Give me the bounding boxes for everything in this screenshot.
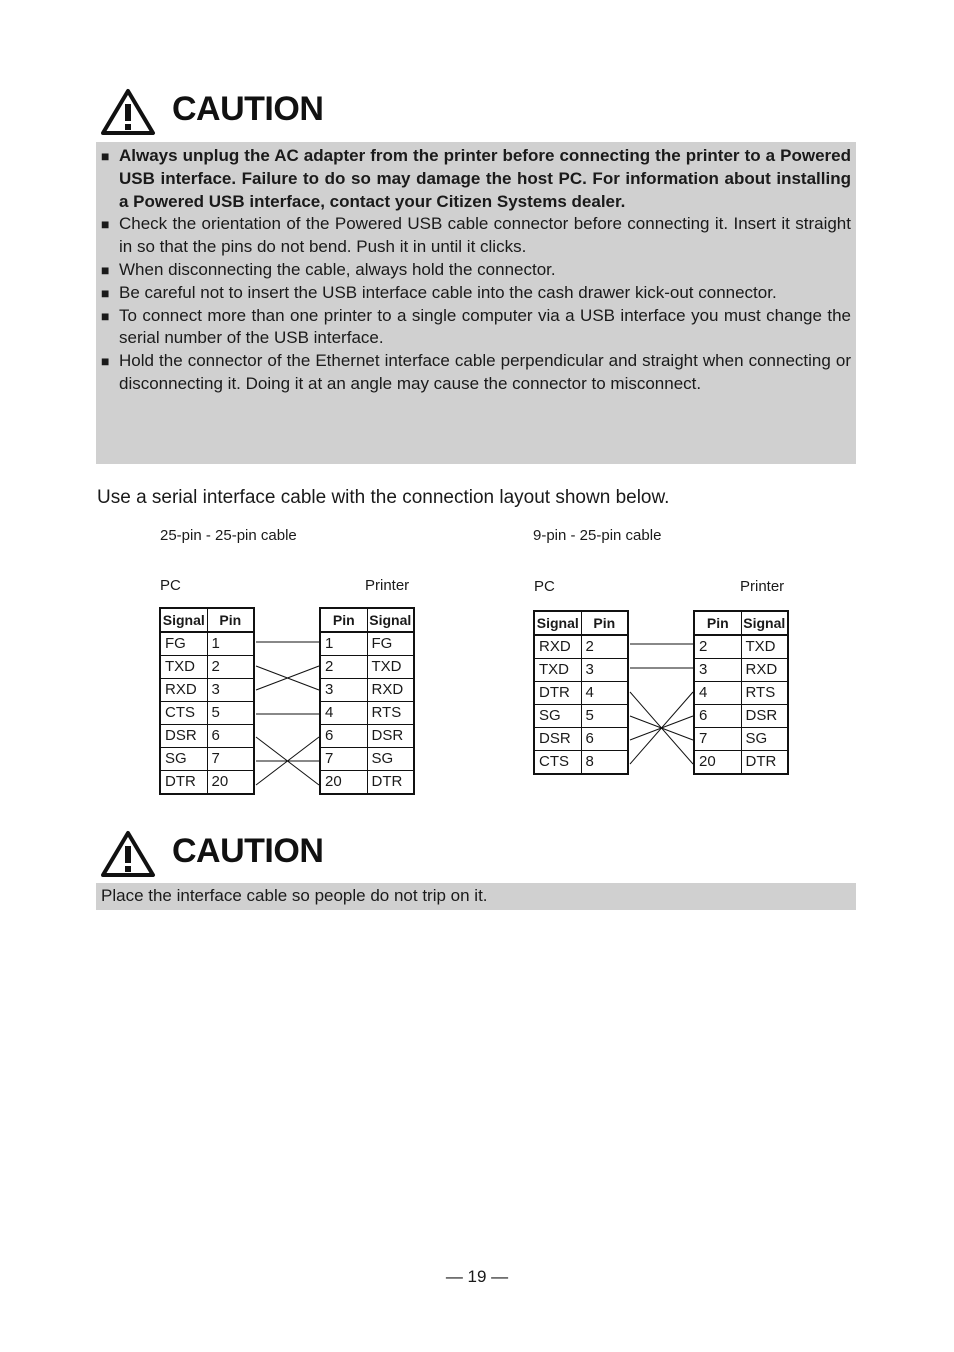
caution-bullet: ■ Be careful not to insert the USB interface cable into the cash drawer kick-out connector. [101,282,851,305]
table-row: FG 1 [160,632,254,656]
diagram9-caption: 9-pin - 25-pin cable [533,527,662,544]
caution-bullet: ■ When disconnecting the cable, always hold the connector. [101,259,851,282]
diagram25-pc-label: PC [160,577,181,594]
caution-bullet: ■ Hold the connector of the Ethernet interface cable perpendicular and straight when connecting or disconnecting it. Doing it at an angle may cause the connector to misconnect. [101,350,851,396]
table-row: DSR 6 [160,725,254,748]
table-row: RXD 3 [160,679,254,702]
header-pin: Pin [694,611,741,635]
bullet-square-icon: ■ [101,353,110,370]
bullet-square-icon: ■ [101,216,110,233]
caution-text: Place the interface cable so people do not trip on it. [101,886,488,905]
caution-bullet: ■ Always unplug the AC adapter from the printer before connecting the printer to a Powered USB interface. Failure to do so may damage the host PC. For information about installing a Powered USB interface, contact your Citizen Systems dealer. [101,145,851,213]
caution-title: CAUTION [172,90,324,128]
table-row: CTS 8 [534,751,628,775]
warning-triangle-icon [100,830,156,878]
caution-header-2 [100,830,500,880]
diagram25-printer-label: Printer [365,577,410,594]
intro-text: Use a serial interface cable with the connection layout shown below. [97,487,670,508]
header-pin: Pin [581,611,628,635]
bullet-square-icon: ■ [101,284,110,301]
table-row: TXD 3 [534,659,628,682]
header-pin: Pin [320,608,367,632]
table-row: RXD 2 [534,635,628,659]
table-row: SG 5 [534,705,628,728]
table-row: 2 TXD [320,656,414,679]
header-signal: Signal [534,611,581,635]
table-row: DSR 6 [534,728,628,751]
table-row: CTS 5 [160,702,254,725]
table-row: 3 RXD [320,679,414,702]
table-row: SG 7 [160,748,254,771]
table-row: 6 DSR [694,705,788,728]
table-row: 20 DTR [694,751,788,775]
table-row: 4 RTS [320,702,414,725]
table-row: 7 SG [320,748,414,771]
table-row: 20 DTR [320,771,414,795]
table-row: 6 DSR [320,725,414,748]
header-signal: Signal [367,608,414,632]
diagram25-caption: 25-pin - 25-pin cable [160,527,297,544]
caution-bullet: ■ Check the orientation of the Powered USB cable connector before connecting it. Insert it straight in so that the pins do not bend. Push it in until it clicks. [101,213,851,259]
table-row: 3 RXD [694,659,788,682]
table-row: 1 FG [320,632,414,656]
page-number: — 19 — [445,1267,509,1286]
header-signal: Signal [741,611,788,635]
header-pin: Pin [207,608,254,632]
header-signal: Signal [160,608,207,632]
diagram9-printer-label: Printer [740,578,785,595]
table-row: DTR 4 [534,682,628,705]
table-row: 2 TXD [694,635,788,659]
table-row: TXD 2 [160,656,254,679]
caution-title: CAUTION [172,832,324,870]
caution-box-2 [96,883,856,910]
table-row: DTR 20 [160,771,254,795]
bullet-square-icon: ■ [101,307,110,324]
table-row: 7 SG [694,728,788,751]
table-row: 4 RTS [694,682,788,705]
bullet-square-icon: ■ [101,261,110,278]
caution-bullet: ■ To connect more than one printer to a single computer via a USB interface you must change the serial number of the USB interface. [101,305,851,351]
diagram9-pc-label: PC [534,578,555,595]
bullet-square-icon: ■ [101,148,110,164]
